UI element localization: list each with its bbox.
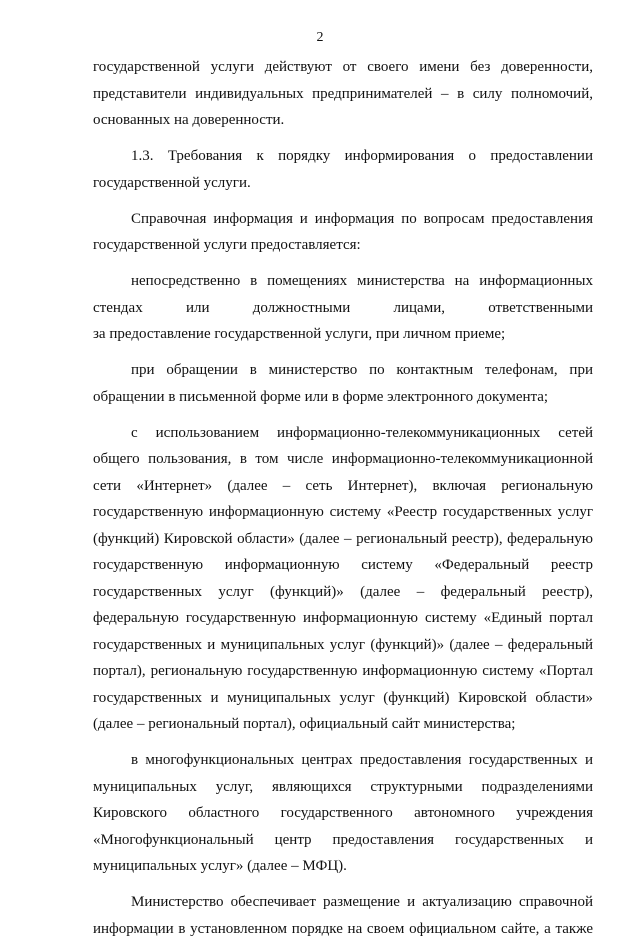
text-line: Кировского областного государственного автономного учреждения [93,805,593,821]
text-line: государственных и муниципальных услуг (функций)» (далее – федеральный [93,637,593,653]
text-line: муниципальных услуг» (далее – МФЦ). [93,858,347,874]
text-line: основанных на доверенности. [93,112,285,128]
text-line: муниципальных услуг, являющихся структурными подразделениями [93,779,593,795]
text-line: стендах или должностными лицами, ответственными [93,300,593,316]
text-line: информации в установленном порядке на своем официальном сайте, а также [93,921,593,937]
text-line: государственной услуги действуют от своего имени без доверенности, [93,59,593,75]
text-line: государственных и муниципальных услуг (функций) Кировской области» [93,690,593,706]
text-line: общего пользования, в том числе информационно-телекоммуникационной [93,451,593,467]
text-line: федеральную государственную информационную систему «Единый портал [93,610,593,626]
text-line: представители индивидуальных предпринимателей – в силу полномочий, [93,86,593,102]
text-line: с использованием информационно-телекоммуникационных сетей [131,425,593,441]
text-line: (далее – региональный портал), официальный сайт министерства; [93,716,516,732]
text-line: Министерство обеспечивает размещение и актуализацию справочной [131,894,593,910]
text-line: сети «Интернет» (далее – сеть Интернет), включая региональную [93,478,593,494]
text-line: в многофункциональных центрах предоставления государственных и [131,752,593,768]
text-line: «Многофункциональный центр предоставления государственных и [93,832,593,848]
text-line: обращении в письменной форме или в форме электронного документа; [93,389,549,405]
text-line: Справочная информация и информация по вопросам предоставления [131,211,593,227]
text-line: портал), региональную государственную информационную систему «Портал [93,663,593,679]
text-line: государственной услуги предоставляется: [93,237,361,253]
text-line: за предоставление государственной услуги, при личном приеме; [93,326,506,342]
text-line: (функций) Кировской области» (далее – региональный реестр), федеральную [93,531,593,547]
text-line: государственную информационную систему «Реестр государственных услуг [93,504,593,520]
text-line: государственных услуг (функций)» (далее – федеральный реестр), [93,584,593,600]
page-number: 2 [316,30,324,45]
text-line: при обращении в министерство по контактным телефонам, при [131,362,593,378]
text-line: непосредственно в помещениях министерства на информационных [131,273,593,289]
text-line: 1.3. Требования к порядку информирования о предоставлении [131,148,593,164]
text-line: государственной услуги. [93,175,251,191]
text-line: государственную информационную систему «Федеральный реестр [93,557,593,573]
